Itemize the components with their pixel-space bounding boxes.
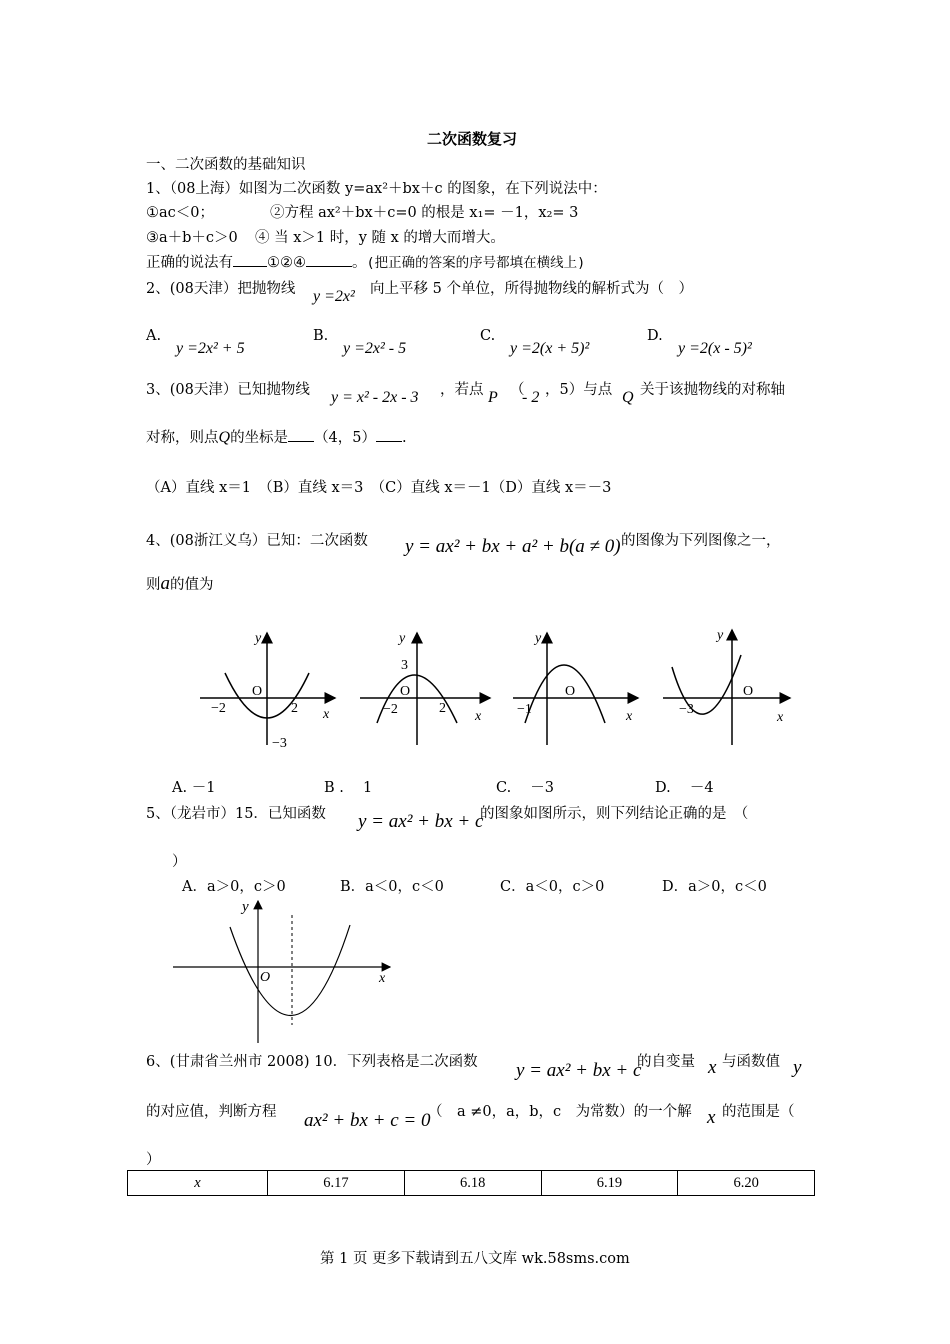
- graph-4: [663, 628, 790, 745]
- q1-answer-line: [146, 251, 585, 272]
- q2-option-c-label: C.: [480, 328, 496, 344]
- section-heading: 一、二次函数的基础知识: [146, 157, 306, 173]
- q2-prefix: 2、(08天津）把抛物线: [146, 281, 296, 297]
- q2-option-a-label: A.: [146, 328, 162, 344]
- q2-option-c: y =2(x + 5)²: [510, 340, 590, 357]
- q5-graph-y-label: y: [242, 899, 249, 915]
- q3-line2-mid: 的坐标是: [230, 430, 289, 446]
- q6-line2-suffix: 的范围是（: [722, 1104, 795, 1120]
- q4-option-a: A. －1: [172, 780, 216, 796]
- q3-prefix: 3、(08天津）已知抛物线: [146, 382, 310, 398]
- graph-4-label-neg3: −3: [679, 702, 694, 717]
- q6-line2-prefix: 的对应值，判断方程: [146, 1104, 277, 1120]
- graph-2-label-neg2: −2: [383, 702, 398, 717]
- q6-formula: y = ax² + bx + c: [516, 1060, 642, 1081]
- graph-2: [360, 631, 490, 745]
- graph-3-origin: O: [565, 684, 576, 699]
- graph-1-x-label: x: [323, 707, 330, 722]
- q1-option-1: ①ac＜0；: [146, 205, 214, 221]
- graph-2-x-label: x: [475, 709, 482, 724]
- q4-option-b: B . 1: [324, 780, 373, 796]
- q5-graph: [170, 895, 400, 1045]
- table-cell: 6.18: [404, 1171, 541, 1196]
- q5-graph-origin: O: [260, 970, 271, 985]
- q4-graphs: [195, 615, 805, 755]
- q1-answer-note: (把正确的答案的序号都填在横线上): [366, 255, 586, 271]
- q5-option-c: C．a＜0，c＞0: [500, 879, 605, 895]
- q3-line2: [146, 426, 407, 447]
- q3-tail: ，5）与点: [545, 382, 613, 398]
- q6-y-var: y: [793, 1057, 802, 1078]
- table-header-x: x: [128, 1171, 268, 1196]
- q1-answer-prefix: 正确的说法有: [146, 255, 233, 271]
- q5-option-a: A．a＞0，c＞0: [182, 879, 286, 895]
- q6-condition: （ a ≠0，a，b，c 为常数）的一个解: [428, 1104, 692, 1120]
- page-title: 二次函数复习: [427, 130, 518, 148]
- page-footer: 第 1 页 更多下载请到五八文库 wk.58sms.com: [320, 1251, 630, 1267]
- graph-2-label-2: 2: [439, 701, 446, 716]
- graph-4-y-label: y: [717, 628, 724, 643]
- q1-answer: ①②④: [267, 255, 306, 271]
- q2-option-b: y =2x² - 5: [343, 340, 407, 357]
- q1-answer-suffix: 。: [352, 255, 367, 271]
- q4-suffix: 的图像为下列图像之一，: [621, 533, 781, 549]
- table-cell: 6.20: [678, 1171, 815, 1196]
- q3-answer: （4，5）: [314, 430, 377, 446]
- graph-4-origin: O: [743, 684, 754, 699]
- q3-point-q: Q: [622, 389, 634, 406]
- q5-formula: y = ax² + bx + c: [358, 811, 484, 832]
- q4-line2: [146, 573, 214, 595]
- graph-3-label-neg1: −1: [517, 702, 532, 717]
- q6-x-var-2: x: [707, 1107, 716, 1128]
- q5-line2: ）: [172, 854, 187, 870]
- q4-line2-suffix: 的值为: [170, 577, 214, 593]
- q3-line2-prefix: 对称，则点: [146, 430, 219, 446]
- q4-line2-prefix: 则: [146, 577, 161, 593]
- graph-2-label-3: 3: [401, 658, 408, 673]
- table-cell: 6.17: [268, 1171, 405, 1196]
- q4-line2-var: a: [160, 573, 170, 594]
- q2-formula: y =2x²: [313, 288, 355, 305]
- graph-1-label-2: 2: [291, 701, 298, 716]
- q2-option-d: y =2(x - 5)²: [678, 340, 752, 357]
- q2-option-b-label: B.: [313, 328, 329, 344]
- q2-option-d-label: D.: [647, 328, 663, 344]
- q5-prefix: 5、（龙岩市）15．已知函数: [146, 806, 326, 822]
- graph-2-y-label: y: [399, 631, 406, 646]
- q3-point-p: P: [488, 389, 498, 406]
- graph-4-x-label: x: [777, 710, 784, 725]
- graph-1: [200, 631, 335, 751]
- q3-line2-end: .: [402, 430, 407, 446]
- graph-1-origin: O: [252, 684, 263, 699]
- q6-value-table: [127, 1170, 815, 1196]
- q1-option-2: ②方程 ax²＋bx＋c=0 的根是 x₁= －1，x₂= 3: [270, 205, 579, 221]
- q3-suffix: 关于该抛物线的对称轴: [640, 382, 785, 398]
- graph-1-y-label: y: [255, 631, 262, 646]
- q6-equation: ax² + bx + c = 0: [304, 1110, 431, 1131]
- q3-p-x: - 2: [522, 389, 540, 406]
- q6-mid2: 与函数值: [722, 1054, 780, 1070]
- q5-option-d: D．a＞0，c＜0: [662, 879, 767, 895]
- q3-comma: ，若点: [440, 382, 484, 398]
- q6-line3: ）: [146, 1152, 161, 1168]
- q1-option-4: ④ 当 x＞1 时，y 随 x 的增大而增大。: [255, 230, 505, 246]
- table-row: [128, 1171, 815, 1196]
- graph-1-label-neg3: −3: [272, 736, 287, 751]
- table-cell: 6.19: [541, 1171, 678, 1196]
- q1-stem: 1、（08上海）如图为二次函数 y=ax²＋bx＋c 的图象，在下列说法中：: [146, 181, 607, 197]
- q3-line2-q: Q: [218, 429, 231, 446]
- q4-option-d: D. －4: [655, 780, 714, 796]
- q4-option-c: C. －3: [496, 780, 555, 796]
- q4-prefix: 4、(08浙江义乌）已知：二次函数: [146, 533, 368, 549]
- graph-1-label-neg2: −2: [211, 701, 226, 716]
- q5-option-b: B．a＜0，c＜0: [340, 879, 444, 895]
- q6-x-var: x: [708, 1057, 717, 1078]
- q1-option-3: ③a＋b＋c＞0: [146, 230, 238, 246]
- graph-3-y-label: y: [535, 631, 542, 646]
- q5-suffix: 的图象如图所示，则下列结论正确的是 （: [480, 806, 749, 822]
- graph-3-x-label: x: [626, 709, 633, 724]
- q2-option-a: y =2x² + 5: [176, 340, 245, 357]
- graph-3: [513, 631, 638, 745]
- q3-paren: （: [510, 382, 525, 398]
- q4-formula: y = ax² + bx + a² + b(a ≠ 0): [405, 536, 621, 557]
- q5-graph-x-label: x: [379, 971, 386, 986]
- graph-2-origin: O: [400, 684, 411, 699]
- q6-prefix: 6、(甘肃省兰州市 2008) 10．下列表格是二次函数: [146, 1054, 478, 1070]
- q3-options: （A）直线 x＝1 （B）直线 x＝3 （C）直线 x＝－1（D）直线 x＝－3: [146, 480, 612, 496]
- q2-suffix: 向上平移 5 个单位，所得抛物线的解析式为（ ）: [370, 281, 693, 297]
- q6-mid: 的自变量: [637, 1054, 695, 1070]
- q3-formula: y = x² - 2x - 3: [331, 389, 419, 406]
